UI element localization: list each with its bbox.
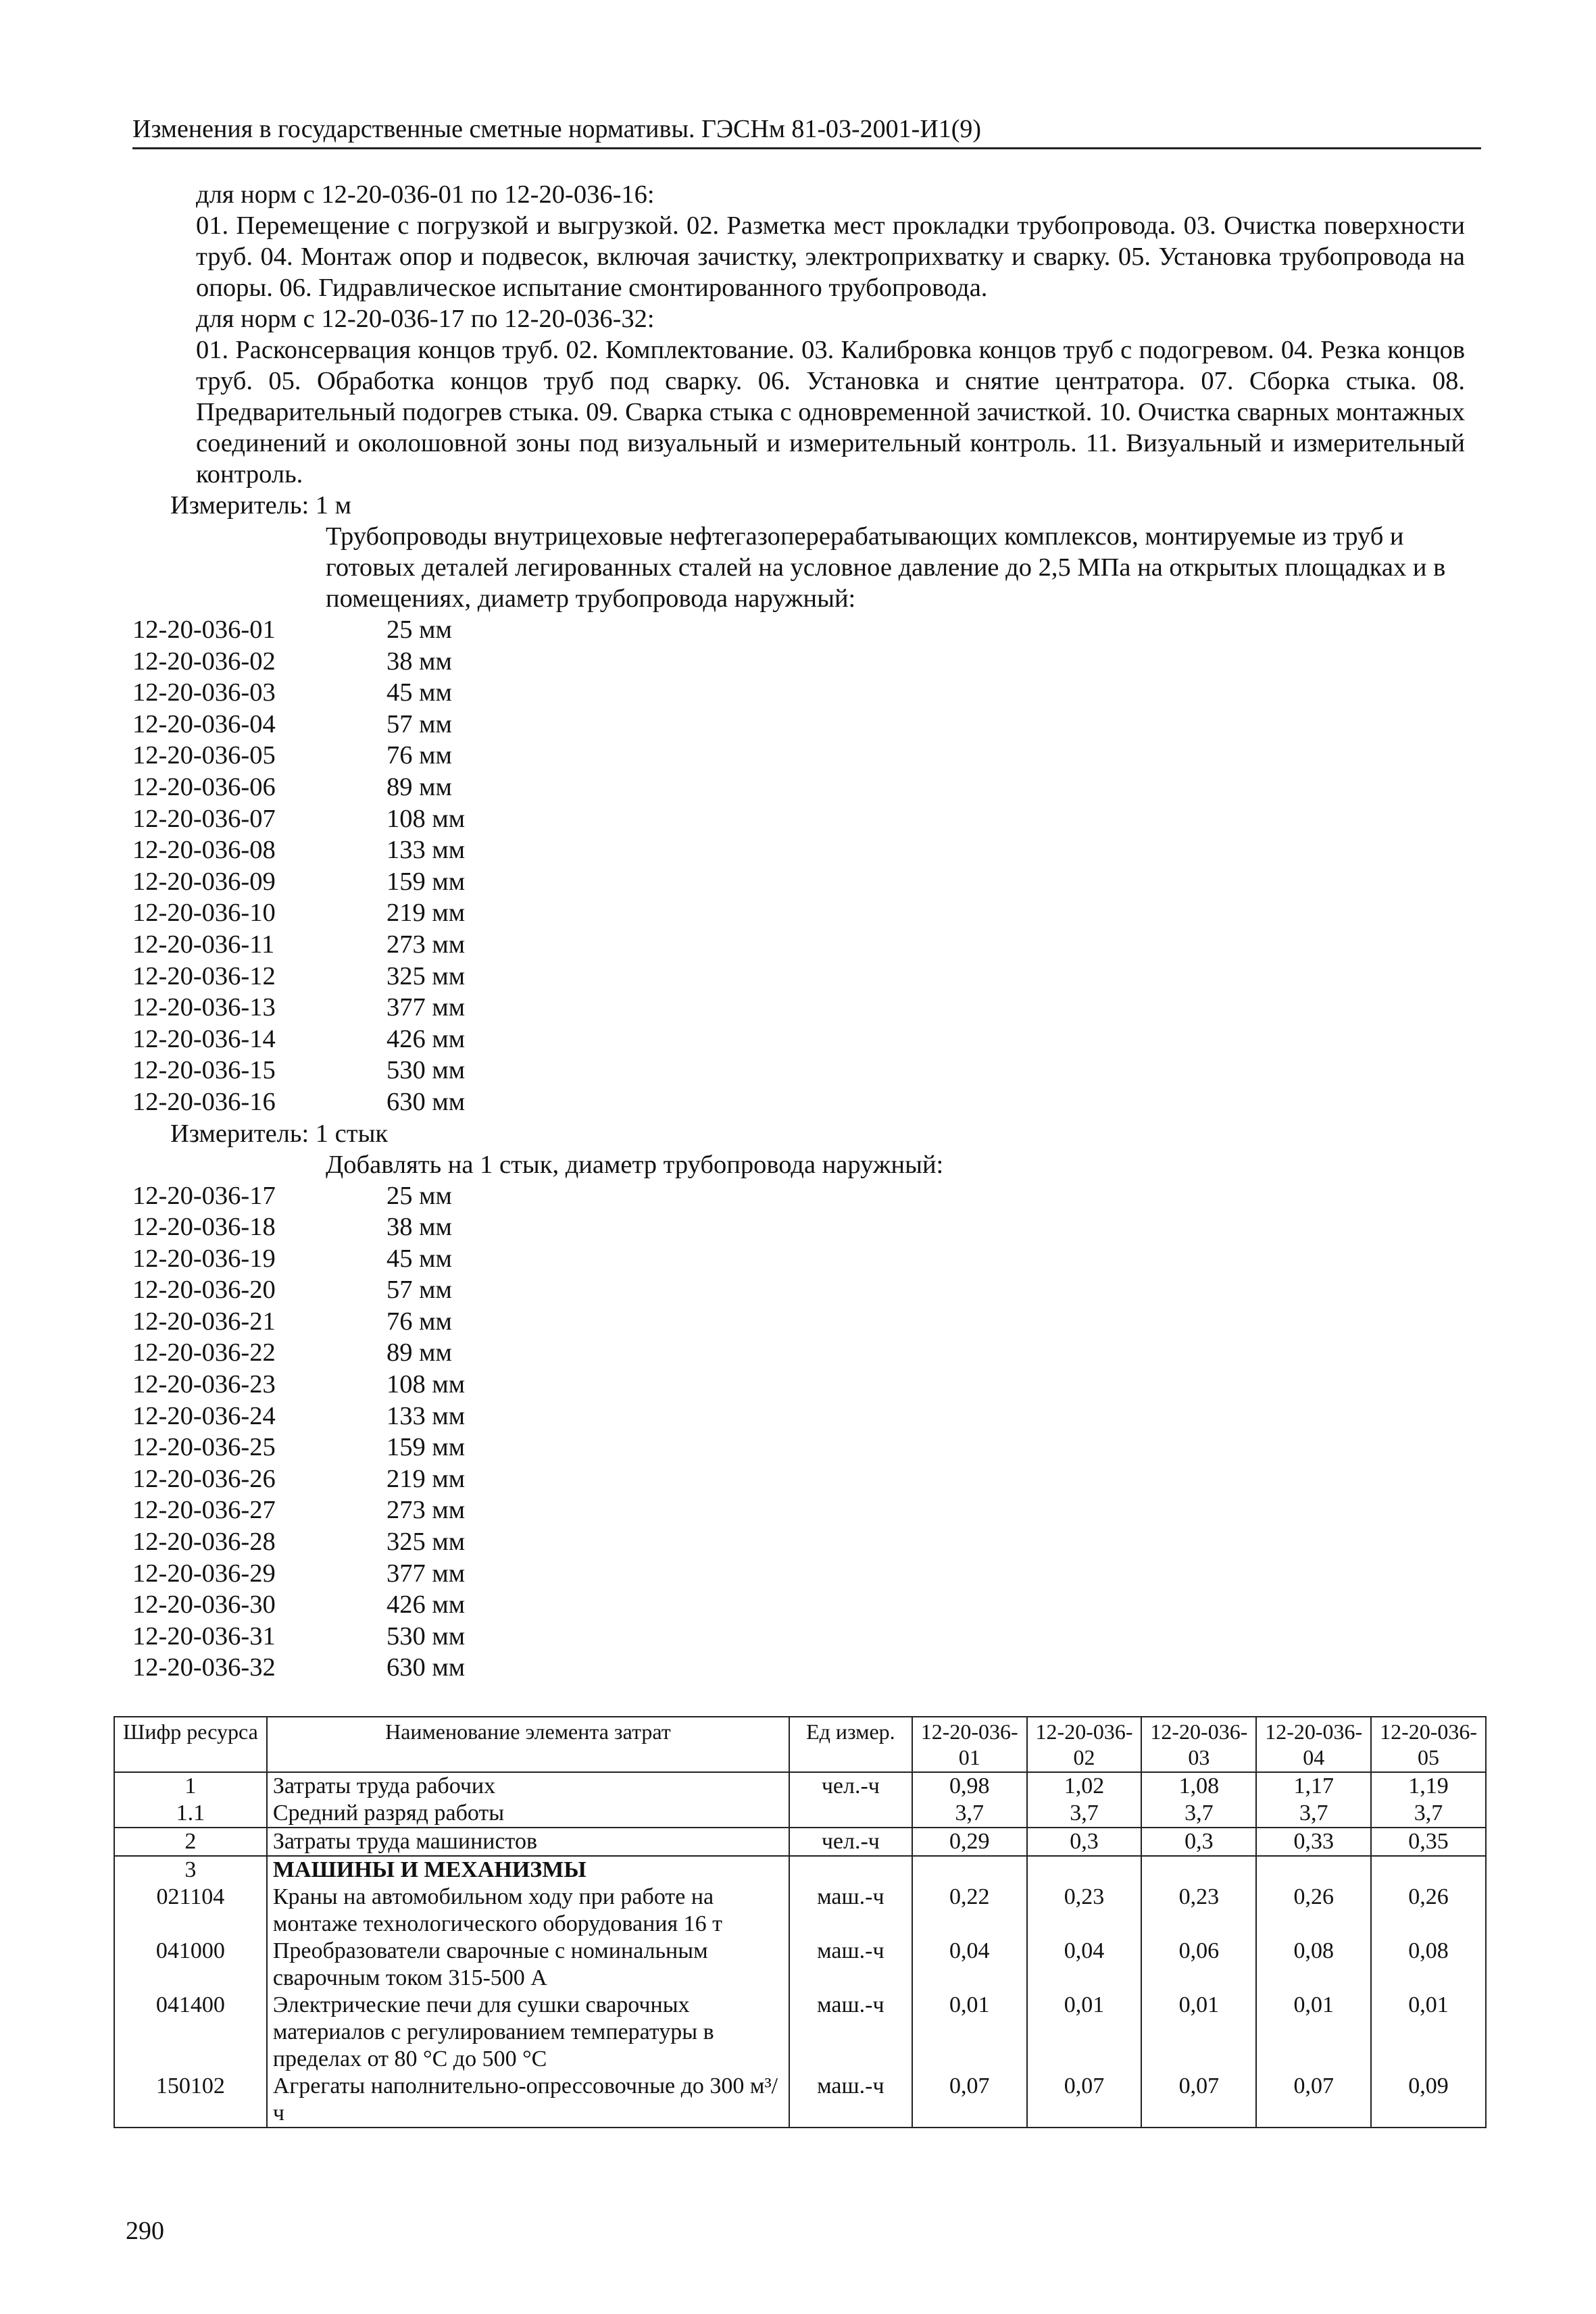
col-header: 12-20-036-04 — [1256, 1717, 1371, 1772]
table-row: 1.1 Средний разряд работы 3,7 3,7 3,7 3,7 3,7 — [114, 1800, 1486, 1828]
code-row: 12-20-036-07 108 мм — [132, 804, 466, 833]
work-list-2: 01. Расконсервация концов труб. 02. Комплектование. 03. Калибровка концов труб с подогревом. 04. Резка концов труб. 05. Обработка концов труб под сварку. 06. Установка и снятие центратора. 07. Сборка стыка. 08. Предварительный подогрев стыка. 09. Сварка стыка с одновременной зачисткой. 10. Очистка сварных монтажных соединений и околошовной зоны под визуальный и измерительный контроль. 11. Визуальный и измерительный контроль. — [196, 336, 1465, 488]
code-row: 12-20-036-24 133 мм — [132, 1401, 466, 1430]
code-row: 12-20-036-21 76 мм — [132, 1307, 452, 1336]
code-row: 12-20-036-03 45 мм — [132, 678, 452, 707]
measure-unit-1: Измеритель: 1 м — [170, 491, 352, 520]
col-header: Шифр ресурса — [114, 1717, 267, 1772]
col-header: 12-20-036-05 — [1371, 1717, 1486, 1772]
code-row: 12-20-036-28 325 мм — [132, 1528, 466, 1557]
code-row: 12-20-036-05 76 мм — [132, 741, 452, 770]
table-row: 1 Затраты труда рабочих чел.-ч 0,98 1,02 1,08 1,17 1,19 — [114, 1772, 1486, 1800]
code-row: 12-20-036-22 89 мм — [132, 1338, 452, 1367]
page-number: 290 — [126, 2217, 164, 2245]
table-row: 150102 Агрегаты наполнительно-опрессовочные до 300 м³/ч маш.-ч 0,07 0,07 0,07 0,07 0,09 — [114, 2073, 1486, 2128]
code-row: 12-20-036-16 630 мм — [132, 1087, 466, 1116]
table-row: 041400 Электрические печи для сушки сварочных материалов с регулированием температуры в пределах от 80 °С до 500 °С маш.-ч 0,01 0,01 0,01 0,01 0,01 — [114, 1992, 1486, 2073]
norms-range-1: для норм с 12-20-036-01 по 12-20-036-16: — [196, 180, 655, 209]
code-list-1 — [132, 614, 1465, 1118]
code-row: 12-20-036-17 25 мм — [132, 1181, 452, 1210]
code-row: 12-20-036-13 377 мм — [132, 993, 466, 1022]
code-row: 12-20-036-32 630 мм — [132, 1653, 466, 1682]
table-row: 2 Затраты труда машинистов чел.-ч 0,29 0,3 0,3 0,33 0,35 — [114, 1828, 1486, 1856]
table-row: 021104 Краны на автомобильном ходу при работе на монтаже технологического оборудования 16 т маш.-ч 0,22 0,23 0,23 0,26 0,26 — [114, 1884, 1486, 1938]
code-row: 12-20-036-04 57 мм — [132, 709, 452, 738]
code-row: 12-20-036-12 325 мм — [132, 961, 466, 990]
code-row: 12-20-036-26 219 мм — [132, 1464, 466, 1493]
code-row: 12-20-036-10 219 мм — [132, 899, 466, 928]
norms-range-2: для норм с 12-20-036-17 по 12-20-036-32: — [196, 305, 655, 333]
code-row: 12-20-036-02 38 мм — [132, 647, 452, 676]
col-header: Наименование элемента затрат — [267, 1717, 789, 1772]
code-row: 12-20-036-14 426 мм — [132, 1024, 466, 1053]
code-row: 12-20-036-11 273 мм — [132, 930, 466, 959]
code-row: 12-20-036-20 57 мм — [132, 1276, 452, 1305]
code-list-2 — [132, 1180, 1465, 1684]
code-row: 12-20-036-25 159 мм — [132, 1433, 466, 1462]
section-description-2: Добавлять на 1 стык, диаметр трубопровода наружный: — [326, 1150, 944, 1179]
code-row: 12-20-036-31 530 мм — [132, 1621, 466, 1651]
page-header: Изменения в государственные сметные нормативы. ГЭСНм 81-03-2001-И1(9) — [132, 114, 1481, 149]
section-description-1: Трубопроводы внутрицеховые нефтегазоперерабатывающих комплексов, монтируемые из труб и готовых деталей легированных сталей на условное давление до 2,5 МПа на открытых площадках и в помещениях, диаметр трубопровода наружный: — [326, 522, 1446, 613]
col-header: 12-20-036-03 — [1141, 1717, 1256, 1772]
code-row: 12-20-036-19 45 мм — [132, 1244, 452, 1273]
code-row: 12-20-036-18 38 мм — [132, 1213, 452, 1242]
table-row: 3 МАШИНЫ И МЕХАНИЗМЫ — [114, 1856, 1486, 1884]
measure-unit-2: Измеритель: 1 стык — [170, 1119, 389, 1148]
col-header: 12-20-036-02 — [1027, 1717, 1142, 1772]
col-header: Ед измер. — [789, 1717, 912, 1772]
code-row: 12-20-036-30 426 мм — [132, 1590, 466, 1619]
intro-section — [132, 179, 1465, 1684]
table-header-row — [114, 1717, 1486, 1772]
code-row: 12-20-036-09 159 мм — [132, 867, 466, 896]
code-row: 12-20-036-06 89 мм — [132, 772, 452, 801]
resource-table — [114, 1716, 1487, 2128]
code-row: 12-20-036-27 273 мм — [132, 1496, 466, 1525]
code-row: 12-20-036-29 377 мм — [132, 1559, 466, 1588]
code-row: 12-20-036-01 25 мм — [132, 615, 452, 644]
code-row: 12-20-036-23 108 мм — [132, 1370, 466, 1399]
col-header: 12-20-036-01 — [912, 1717, 1027, 1772]
work-list-1: 01. Перемещение с погрузкой и выгрузкой. 02. Разметка мест прокладки трубопровода. 03. Очистка поверхности труб. 04. Монтаж опор и подвесок, включая зачистку, электроприхватку и сварку. 05. Установка трубопровода на опоры. 06. Гидравлическое испытание смонтированного трубопровода. — [196, 211, 1465, 302]
code-row: 12-20-036-15 530 мм — [132, 1056, 466, 1085]
table-row: 041000 Преобразователи сварочные с номинальным сварочным током 315-500 А маш.-ч 0,04 0,04 0,06 0,08 0,08 — [114, 1938, 1486, 1992]
code-row: 12-20-036-08 133 мм — [132, 836, 466, 865]
